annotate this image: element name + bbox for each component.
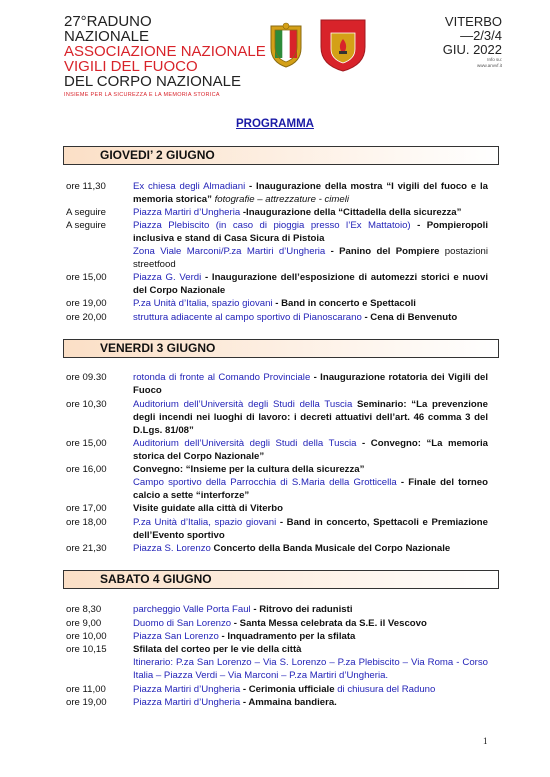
event-location: Zona Viale Marconi/P.za Martiri d’Ungheria bbox=[133, 246, 326, 257]
event-title: - Band in concerto e Spettacoli bbox=[272, 298, 416, 309]
event-title: - Cerimonia ufficiale bbox=[240, 684, 335, 695]
event-title: Sfilata del corteo per le vie della città bbox=[133, 644, 302, 655]
event-description bbox=[133, 603, 488, 616]
event-location: Auditorium dell’Università degli Studi della Tuscia bbox=[133, 399, 353, 410]
event-time: A seguire bbox=[66, 220, 107, 231]
event-time: ore 15,00 bbox=[66, 272, 107, 283]
event-location: Ex chiesa degli Almadiani bbox=[133, 181, 246, 192]
event-description bbox=[133, 311, 488, 324]
event-time: ore 17,00 bbox=[66, 503, 107, 514]
event-description bbox=[133, 271, 488, 297]
event-title: - Pompieropoli inclusiva e stand di Casa Sicura di Pistoia bbox=[133, 220, 488, 244]
event-description bbox=[133, 516, 488, 542]
event-description bbox=[133, 643, 488, 656]
page-title: PROGRAMMA bbox=[236, 118, 314, 130]
event-description bbox=[133, 219, 488, 245]
event-location: Piazza San Lorenzo bbox=[133, 631, 219, 642]
event-description bbox=[133, 617, 488, 630]
event-location: Piazza Plebiscito (in caso di pioggia presso l’Ex Mattatoio) bbox=[133, 220, 411, 231]
event-location: P.za Unità d’Italia, spazio giovani bbox=[133, 298, 273, 309]
event-time: ore 10,15 bbox=[66, 644, 107, 655]
event-time: ore 11,30 bbox=[66, 181, 106, 192]
event-title: Seminario: “La prevenzione degli incendi nei luoghi di lavoro: i decreti attuativi dell’art. 46 comma 3 del D.Lgs. 81/08” bbox=[133, 399, 488, 436]
event-location: parcheggio Valle Porta Faul bbox=[133, 604, 251, 615]
header-dates: —2/3/4 bbox=[460, 28, 502, 43]
header-line-associazione: ASSOCIAZIONE NAZIONALE bbox=[64, 43, 266, 60]
day-label: VENERDI 3 GIUGNO bbox=[100, 341, 216, 355]
event-location: Piazza S. Lorenzo bbox=[133, 543, 211, 554]
header-event-info bbox=[443, 15, 502, 69]
event-title: - Inaugurazione della mostra “I vigili del fuoco e la memoria storica” bbox=[133, 181, 488, 205]
header-info-label: Info su: bbox=[487, 57, 502, 62]
event-title: - Santa Messa celebrata da S.E. il Vescovo bbox=[231, 618, 427, 629]
event-location: Itinerario: P.za San Lorenzo – Via S. Lorenzo – P.za Plebiscito – Via Roma - Corso Italia – Piazza Verdi – Via Marconi – P.za Martiri d’Ungheria. bbox=[133, 657, 488, 681]
event-location: Campo sportivo della Parrocchia di S.Maria della Grotticella bbox=[133, 477, 397, 488]
event-time: ore 16,00 bbox=[66, 464, 107, 475]
event-description bbox=[133, 206, 488, 219]
event-title: Convegno: “Insieme per la cultura della sicurezza” bbox=[133, 464, 365, 475]
event-description bbox=[133, 696, 488, 709]
header-city: VITERBO bbox=[444, 14, 502, 29]
event-title: - Inaugurazione rotatoria dei Vigili del Fuoco bbox=[133, 372, 488, 396]
day-header-thursday bbox=[63, 146, 499, 165]
vigili-del-fuoco-badge-icon bbox=[317, 17, 369, 73]
event-location: Piazza G. Verdi bbox=[133, 272, 202, 283]
day-label: SABATO 4 GIUGNO bbox=[100, 572, 212, 586]
header-line-vigili: VIGILI DEL FUOCO bbox=[64, 58, 198, 75]
event-time: ore 19,00 bbox=[66, 697, 107, 708]
event-location: struttura adiacente al campo sportivo di Pianoscarano bbox=[133, 312, 362, 323]
event-description bbox=[133, 398, 488, 437]
event-title: - Panino del Pompiere bbox=[325, 246, 440, 257]
event-location: rotonda di fronte al Comando Provinciale bbox=[133, 372, 311, 383]
event-title: - Inaugurazione dell’esposizione di automezzi storici e nuovi del Corpo Nazionale bbox=[133, 272, 488, 296]
event-title: - Ritrovo dei radunisti bbox=[250, 604, 353, 615]
day-header-saturday bbox=[63, 570, 499, 589]
event-description bbox=[133, 630, 488, 643]
event-time: ore 10,30 bbox=[66, 399, 107, 410]
event-time: ore 09.30 bbox=[66, 372, 107, 383]
event-title: -Inaugurazione della “Cittadella della sicurezza” bbox=[240, 207, 462, 218]
event-description bbox=[133, 683, 488, 696]
event-title: postazioni streetfood bbox=[133, 246, 488, 270]
header-tagline: INSIEME PER LA SICUREZZA E LA MEMORIA STORICA bbox=[64, 92, 220, 98]
event-time: A seguire bbox=[66, 207, 107, 218]
header-month-year: GIU. 2022 bbox=[442, 42, 502, 57]
event-description bbox=[133, 502, 488, 515]
page-number: 1 bbox=[483, 736, 488, 746]
header-line-nazionale: NAZIONALE bbox=[64, 28, 150, 45]
event-title: - Convegno: “La memoria storica del Corpo Nazionale” bbox=[133, 438, 488, 462]
event-location: Piazza Martiri d’Ungheria bbox=[133, 207, 241, 218]
event-description bbox=[133, 371, 488, 397]
event-title: - Cena di Benvenuto bbox=[361, 312, 458, 323]
event-title: Visite guidate alla città di Viterbo bbox=[133, 503, 283, 514]
event-time: ore 10,00 bbox=[66, 631, 107, 642]
event-note: fotografie – attrezzature - cimeli bbox=[211, 194, 349, 205]
header-line-corpo: DEL CORPO NAZIONALE bbox=[64, 73, 241, 90]
event-description bbox=[133, 476, 488, 502]
event-description bbox=[133, 463, 488, 476]
event-description bbox=[133, 297, 488, 310]
event-time: ore 18,00 bbox=[66, 517, 107, 528]
day-header-friday bbox=[63, 339, 499, 358]
event-location: di chiusura del Raduno bbox=[334, 684, 436, 695]
event-time: ore 11,00 bbox=[66, 684, 106, 695]
event-time: ore 21,30 bbox=[66, 543, 107, 554]
event-description bbox=[133, 542, 488, 555]
header-line-raduno: 27°RADUNO bbox=[64, 13, 152, 30]
event-time: ore 20,00 bbox=[66, 312, 107, 323]
event-title: - Ammaina bandiera. bbox=[240, 697, 337, 708]
event-description bbox=[133, 437, 488, 463]
event-location: Duomo di San Lorenzo bbox=[133, 618, 232, 629]
event-time: ore 15,00 bbox=[66, 438, 107, 449]
italian-shield-emblem-icon bbox=[268, 22, 304, 68]
day-label: GIOVEDI’ 2 GIUGNO bbox=[100, 148, 215, 162]
header-association-block bbox=[64, 14, 266, 100]
event-title: - Inquadramento per la sfilata bbox=[218, 631, 356, 642]
event-description bbox=[133, 656, 488, 682]
event-time: ore 8,30 bbox=[66, 604, 102, 615]
event-time: ore 9,00 bbox=[66, 618, 102, 629]
event-location: Piazza Martiri d’Ungheria bbox=[133, 697, 241, 708]
event-location: Auditorium dell’Università degli Studi della Tuscia bbox=[133, 438, 357, 449]
event-time: ore 19,00 bbox=[66, 298, 107, 309]
event-description bbox=[133, 180, 488, 206]
event-title: - Finale del torneo calcio a sette “interforze” bbox=[133, 477, 488, 501]
event-location: P.za Unità d’Italia, spazio giovani bbox=[133, 517, 277, 528]
event-description bbox=[133, 245, 488, 271]
event-title: - Band in concerto, Spettacoli e Premiazione dell’Evento sportivo bbox=[133, 517, 488, 541]
event-title: Concerto della Banda Musicale del Corpo Nazionale bbox=[210, 543, 451, 554]
event-location: Piazza Martiri d’Ungheria bbox=[133, 684, 241, 695]
header-website-link[interactable]: www.anvvf.it bbox=[476, 63, 502, 68]
